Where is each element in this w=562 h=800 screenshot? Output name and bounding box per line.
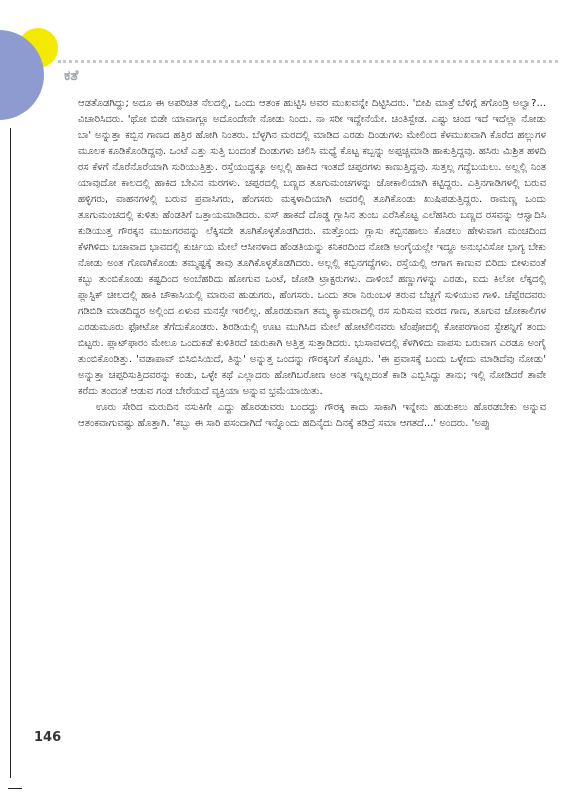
crop-mark <box>8 788 22 789</box>
paragraph: ಆಡತೊಡಗಿದ್ದು; ಅದೂ ಈ ಅಪರಿಚಿತ ನೆಲದಲ್ಲಿ, ಒಂದು ಆತಂಕ ಹುಟ್ಟಿಸಿ ಅವರ ಮುಖವನ್ನೇ ದಿಟ್ಟಿಸಿದರು. 'ಬೀಪಿ ಮಾತ್ರೆ ಬೆಳಿಗ್ಗೆ ತಗೊಂಡ್ರಿ ಅಲ್ವಾ?... ವಿಚಾರಿಸಿದರು. 'ಥೋ ಬಿಡೇ ಯಾವಾಗ್ಲೂ ಅದೊಂದೇನೇ ನೋಡು ನಿಂದು. ನಾ ಸರೀ ಇದ್ದೇನೆಯೇ. ಚಿಂತಿಸ್ಬೇಡ. ಎಷ್ಟು ಚಂದ ಇದೆ ಇದೆಲ್ಲಾ ನೋಡು ಬಾ' ಅನ್ನುತ್ತಾ ಕಬ್ಬಿನ ಗಾಣದ ಹತ್ತಿರ ಹೋಗಿ ನಿಂತರು. ಬೆಳ್ಳಗಿನ ಮರದಲ್ಲಿ ಮಾಡಿದ ಎರಡು ದಿಂಡುಗಳು ಮೇಲಿಂದ ಕೆಳಮುಖವಾಗಿ ಕೊರೆದ ಹಲ್ಲುಗಳ ಮೂಲಕ ಕೂಡಿಕೊಂಡಿದ್ದವು. ಒಂಟೆ ಎತ್ತು ಸುತ್ತಿ ಬಂದಂತೆ ದಿಂಡುಗಳು ಚಲಿಸಿ ಮಧ್ಯೆ ಕೊಟ್ಟ ಕಬ್ಬನ್ನು ಅಪ್ಪಚ್ಚಿಮಾಡಿ ಹಾಕುತ್ತಿದ್ದವು. ಹಸಿರು ಮಿಶ್ರಿತ ಹಳದಿ ರಸ ಕೆಳಗೆ ನೊರೆನೊರೆಯಾಗಿ ಸುರಿಯುತ್ತಿತ್ತು. ರಸ್ತೆಯುದ್ದಕ್ಕೂ ಅಲ್ಲಲ್ಲಿ ಹಾಕಿದ ಇಂತದೆ ಚಪ್ಪರಗಳು ಕಾಣುತ್ತಿದ್ದವು. ಸುತ್ತಲ್ಲ ಗದ್ದೆಬಯಲು. ಅಲ್ಲಲ್ಲಿ ನಿಂತ ಯಾವುದೋ ಕಾಲದಲ್ಲಿ ಹಾಕಿದ ಬೇವಿನ ಮರಗಳು. ಚಪ್ಪರದಲ್ಲಿ ಬಣ್ಣದ ತೂಗುಮಂಚಗಳನ್ನು ಜೋಕಾಲಿಯಾಗಿ ಕಟ್ಟಿದ್ದರು. ಎತ್ತಿನಗಾಡಿಗಳಲ್ಲಿ ಬರುವ ಹಳ್ಳಿಗರು, ವಾಹನಗಳಲ್ಲಿ ಬರುವ ಪ್ರವಾಸಿಗರು, ಹೆಂಗಸರು ಮಕ್ಕಳಾದಿಯಾಗಿ ಅದರಲ್ಲಿ ತೂಗಿಕೊಂಡು ಖುಷಿಪಡುತ್ತಿದ್ದರು. ರಾಮಣ್ಣ ಒಂದು ತೂಗುಮಂಚದಲ್ಲಿ ಕುಳಿತು ಹೆಂಡತಿಗೆ ಒತ್ತಾಯಮಾಡಿದರು. ಐಸ್ ಹಾಕದೆ ದೊಡ್ಡ ಗ್ಲಾಸಿನ ತುಂಬ ಎರೆಸಿಕೊಟ್ಟ ಎಲೆಹಸಿರು ಬಣ್ಣದ ರಸವನ್ನು ಆಸ್ವಾದಿಸಿ ಕುಡಿಯುತ್ತ ಗೌರಕ್ಕನ ಮುಜುಗರವನ್ನು ಲೆಕ್ಕಿಸದೇ ತೂಗಿಕೊಳ್ಳತೊಡಗಿದರು. ಮತ್ತೊಂದು ಗ್ಲಾಸು ಕಬ್ಬಿನಹಾಲು ಕೊಡಲು ಹೇಳುವಾಗ ಮಂಚದಿಂದ ಕೆಳಗಿಳಿದು ಬಚಾವಾದ ಭಾವದಲ್ಲಿ ಕುರ್ಚಿಯ ಮೇಲೆ ಆಸೀನಳಾದ ಹೆಂಡತಿಯನ್ನು ಕನಿಕರದಿಂದ ನೋಡಿ ಅಂಗೈಯಲ್ಲೇ ಇದ್ದೂ ಅನುಭವಿಸೋ ಭಾಗ್ಯ ಬೇಕು ನೋಡು ಅಂತ ಗೊಣಗಿಕೊಂಡು ತಮ್ಮಷ್ಟಕ್ಕೆ ತಾವು ತೂಗಿಕೊಳ್ಳತೊಡಗಿದರು. ಅಲ್ಲಲ್ಲಿ ಕಬ್ಬಿನಗದ್ದೆಗಳು. ರಸ್ತೆಯಲ್ಲಿ ಆಗಾಗ ಕಾಣುವ ಬಿರಿದು ಬೀಳುವಂತೆ ಕಬ್ಬು ತುಂಬಿಕೊಂಡು ಕಷ್ಟದಿಂದ ಅಂಬೆಹರಿದು ಹೋಗುವ ಒಂಟೆ, ಜೋಡಿ ಟ್ರಾಕ್ಟರುಗಳು. ದಾಳಿಂಬೆ ಹಣ್ಣುಗಳನ್ನು ಎರಡು, ಐದು ಕಿಲೋ ಲೆಕ್ಕದಲ್ಲಿ ಪ್ಲಾಸ್ಟಿಕ್ ಚೀಲದಲ್ಲಿ ಹಾಕಿ ಚೌಕಾಸಿಯಲ್ಲಿ ಮಾರುವ ಹುಡುಗರು, ಹೆಂಗಸರು. ಒಂದು ತರಾ ನಿರುಂಬಳ ತರುವ ಬೆಚ್ಚಗೆ ಸುಳಿಯುವ ಗಾಳಿ. ಚೆಪ್ಪೆರದವರು ಗಡಿಬಿಡಿ ಮಾಡದಿದ್ದರ ಅಲ್ಲಿಂದ ಏಳುವ ಮನಸ್ಸೇ ಇರಲಿಲ್ಲ. ಹೊರಡುವಾಗ ತಮ್ಮ ಕ್ಯಾಮರಾದಲ್ಲಿ ರಸ ಸುರಿಸುವ ಮರದ ಗಾಣ, ತೂಗುವ ಜೋಕಾಲಿಗಳ ಎರಡುಮೂರು ಫೋಟೋ ತೆಗೆದುಕೊಂಡರು. ಶಿರಡಿಯಲ್ಲಿ ಊಟ ಮುಗಿಸಿದ ಮೇಲೆ ಹೋಟೆಲಿನವರು ಟೆಂಪೋದಲ್ಲಿ ಕೋಪರಗಾಂವ ಸ್ಟೇಶನ್ನಿಗೆ ತಂದು ಬಿಟ್ಟರು. ಪ್ಲಾಟ್‌ಫಾರಂ ಮೇಲೂ ಒಂದುಕಡೆ ಕುಳಿತಿರದೆ ಚುರುಕಾಗಿ ಅತ್ತಿತ್ತ ಸುತ್ತಾಡಿದರು. ಭುಸಾವಳದಲ್ಲಿ ಕೆಳಗಿಳಿದು ವಾಪಸು ಬರುವಾಗ ಎರಡೂ ಅಂಗೈ ತುಂಬಿಕೊಂಡಿತ್ತು. 'ವಡಾಪಾವ್ ಬಿಸಿಬಿಸಿಯಿದೆ, ತಿನ್ನು' ಅನ್ನುತ್ತ ಒಂದನ್ನು ಗೌರಕ್ಕನಿಗೆ ಕೊಟ್ಟರು. 'ಈ ಪ್ರವಾಸಕ್ಕೆ ಬಂದು ಒಳ್ಳೇದು ಮಾಡಿದೆವು ನೋಡು' ಅನ್ನುತ್ತಾ ಚಪ್ಪರಿಸುತ್ತಿದವರನ್ನು ಕಂಡು, ಒಳ್ಳೇ ಕಥೆ ಎಲ್ಲಾದರು ಹೋಗಿಬರೋಣ ಅಂತ ಇನ್ನಿಲ್ಲದಂತೆ ಕಾಡಿ ಎಬ್ಬಿಸಿದ್ದು ತಾನು; ಇಲ್ಲಿ ನೋಡಿದರೆ ತಾವೇ ಕರೆದು ತಂದಂತೆ ಆಡುವ ಗಂಡ ಬೇರೆಯದೆ ವ್ಯಕ್ತಿಯಾ ಅನ್ನುವ ಭ್ರಮೆಯಾಯಿತು. <box>78 98 546 397</box>
paragraph: ಊರು ಸೇರಿದ ಮರುದಿನ ನಸುಕಿಗೇ ಎದ್ದು ಹೊರಡುವರು ಬಂದದ್ದು ಗೌರಕ್ಕ ಕಾದು ಸಾಕಾಗಿ ಇನ್ನೇನು ಹುಡುಕಲು ಹೊರಡಬೇಕು ಅನ್ನುವ ಆತಂಕವಾಗುವಷ್ಟು ಹೊತ್ತಾಗಿ. 'ಕಬ್ಬು ಈ ಸಾರಿ ಪಸಂದಾಗಿದೆ ಇನ್ನೊಂದು ಹದಿನೈದು ದಿನಕ್ಕೆ ಕಡಿದ್ರೆ ಸಮಾ ಆಗತದೆ...' ಅಂದರು. 'ಅಪ್ಪು <box>78 402 546 429</box>
dotted-header-rule <box>58 60 558 63</box>
story-body <box>78 96 546 432</box>
margin-rule <box>10 128 11 778</box>
section-label: ಕತೆ <box>64 68 79 84</box>
page-number: 146 <box>34 730 62 745</box>
